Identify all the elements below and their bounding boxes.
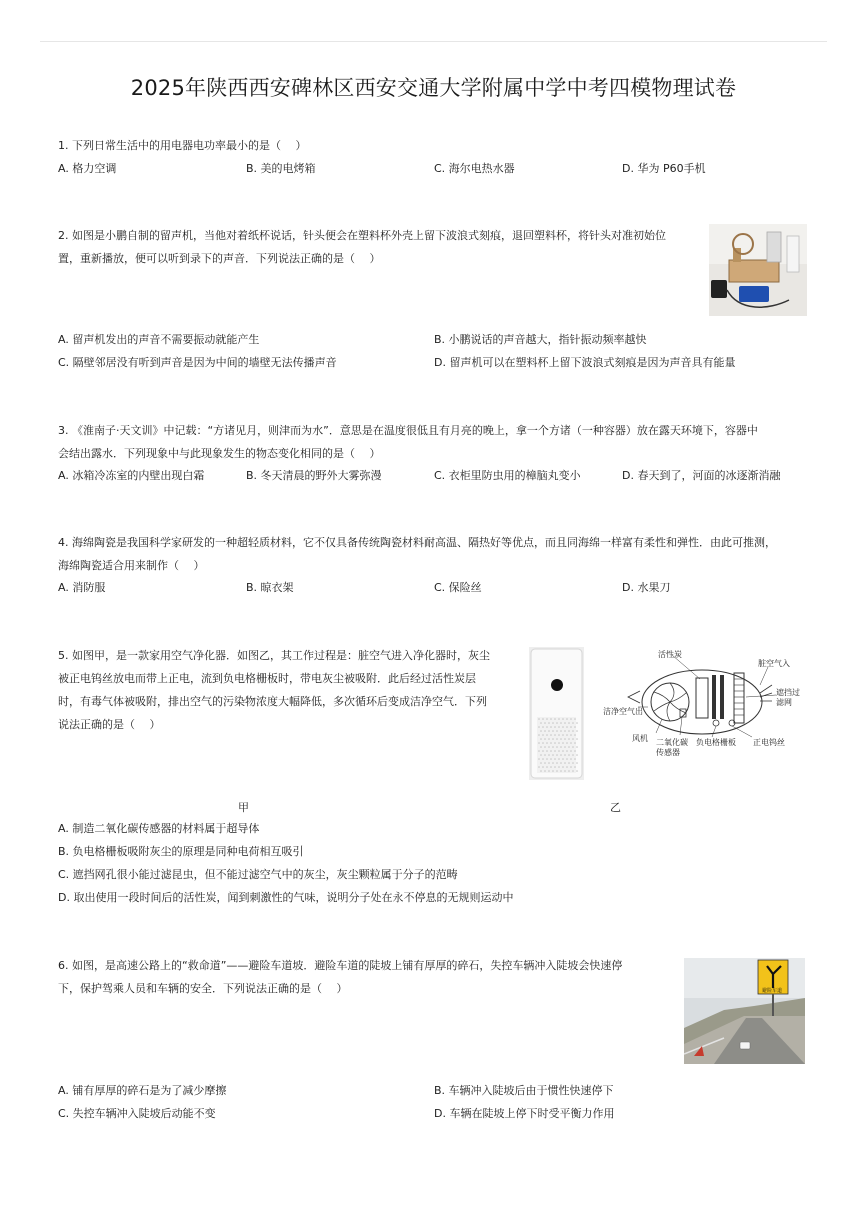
q2-option-d: D. 留声机可以在塑料杯上留下波浪式刻痕是因为声音具有能量 [434, 356, 736, 369]
question-6-stem-line-2: 下，保护驾乘人员和车辆的安全．下列说法正确的是（ ） [58, 982, 348, 995]
grille-dot [564, 730, 566, 732]
q4-option-b: B. 晾衣架 [246, 581, 294, 594]
grille-dot [554, 742, 556, 744]
purifier-diagram [600, 645, 810, 760]
grille-dot [570, 750, 572, 752]
grille-dot [548, 770, 550, 772]
grille-dot [560, 754, 562, 756]
grille-dot [538, 726, 540, 728]
grille-dot [540, 770, 542, 772]
grille-dot [552, 746, 554, 748]
grille-dot [572, 762, 574, 764]
grille-dot [562, 742, 564, 744]
grille-dot [570, 718, 572, 720]
grille-dot [552, 754, 554, 756]
escape-lane-photo [684, 958, 805, 1064]
grille-dot [568, 770, 570, 772]
grille-dot [560, 730, 562, 732]
grille-dot [558, 766, 560, 768]
grille-dot [538, 742, 540, 744]
grille-dot [540, 754, 542, 756]
grille-dot [562, 766, 564, 768]
figure-caption-yi: 乙 [610, 801, 621, 814]
grille-dot [574, 758, 576, 760]
grille-dot [546, 742, 548, 744]
grille-dot [546, 758, 548, 760]
grille-dot [558, 718, 560, 720]
grille-dot [564, 746, 566, 748]
grille-dot [572, 746, 574, 748]
grille-dot [576, 746, 578, 748]
grille-dot [556, 770, 558, 772]
grille-dot [564, 770, 566, 772]
grille-dot [554, 758, 556, 760]
grille-dot [570, 766, 572, 768]
grille-dot [562, 758, 564, 760]
grille-dot [562, 734, 564, 736]
question-1-stem: 1. 下列日常生活中的用电器电功率最小的是（ ） [58, 139, 307, 152]
grille-dot [556, 730, 558, 732]
grille-dot [572, 730, 574, 732]
grille-dot [550, 718, 552, 720]
grille-dot [556, 746, 558, 748]
grille-dot [542, 766, 544, 768]
grille-dot [558, 734, 560, 736]
q5-option-a: A. 制造二氧化碳传感器的材料属于超导体 [58, 822, 260, 835]
q3-option-b: B. 冬天清晨的野外大雾弥漫 [246, 469, 382, 482]
grille-dot [546, 734, 548, 736]
grille-dot [554, 718, 556, 720]
grille-dot [564, 754, 566, 756]
q5-option-d: D. 取出使用一段时间后的活性炭，闻到刺激性的气味，说明分子处在永不停息的无规则运动中 [58, 891, 514, 904]
grille-dot [568, 730, 570, 732]
page-title: 2025年陕西西安碑林区西安交通大学附属中学中考四模物理试卷 [130, 76, 737, 100]
grille-dot [568, 754, 570, 756]
grille-dot [576, 730, 578, 732]
grille-dot [542, 726, 544, 728]
q3-option-d: D. 春天到了，河面的冰逐渐消融 [622, 469, 781, 482]
grille-dot [552, 730, 554, 732]
grille-dot [550, 734, 552, 736]
gramophone-photo [709, 224, 807, 316]
sign-escape-lane-text: 避险车道 [762, 988, 783, 994]
q5-option-b: B. 负电格栅板吸附灰尘的原理是同种电荷相互吸引 [58, 845, 304, 858]
label-negative-grid: 负电格栅板 [696, 738, 736, 747]
q6-option-d: D. 车辆在陡坡上停下时受平衡力作用 [434, 1107, 615, 1120]
grille-dot [544, 762, 546, 764]
question-5-stem-line-3: 时，有毒气体被吸附，排出空气的污染物浓度大幅降低，多次循环后变成洁净空气．下列 [58, 695, 487, 708]
grille-dot [552, 770, 554, 772]
grille-dot [546, 766, 548, 768]
label-positive-tungsten: 正电钨丝 [753, 738, 785, 747]
question-3-stem-line-2: 会结出露水．下列现象中与此现象发生的物态变化相同的是（ ） [58, 447, 381, 460]
grille-dot [570, 758, 572, 760]
grille-dot [568, 738, 570, 740]
grille-dot [562, 726, 564, 728]
q3-option-a: A. 冰箱冷冻室的内壁出现白霜 [58, 469, 205, 482]
label-co2-sensor-2: 传感器 [656, 748, 680, 757]
grille-dot [540, 722, 542, 724]
grille-dot [574, 766, 576, 768]
grille-dot [542, 718, 544, 720]
grille-dot [570, 734, 572, 736]
grille-dot [542, 758, 544, 760]
grille-dot [562, 750, 564, 752]
top-divider [40, 41, 827, 42]
grille-dot [558, 726, 560, 728]
q5-option-c: C. 遮挡网孔很小能过滤昆虫，但不能过滤空气中的灰尘，灰尘颗粒属于分子的范畴 [58, 868, 458, 881]
grille-dot [550, 766, 552, 768]
grille-dot [542, 734, 544, 736]
grille-dot [552, 738, 554, 740]
grille-dot [574, 734, 576, 736]
grille-dot [558, 750, 560, 752]
grille-dot [546, 750, 548, 752]
grille-dot [544, 738, 546, 740]
grille-dot [546, 718, 548, 720]
question-4-stem-line-1: 4. 海绵陶瓷是我国科学家研发的一种超轻质材料，它不仅具备传统陶瓷材料耐高温、隔热好等优点，而且同海绵一样富有柔性和弹性．由此可推测， [58, 536, 776, 549]
grille-dot [564, 722, 566, 724]
grille-dot [560, 722, 562, 724]
grille-dot [554, 734, 556, 736]
grille-dot [570, 742, 572, 744]
grille-dot [566, 726, 568, 728]
grille-dot [548, 746, 550, 748]
question-3-stem-line-1: 3. 《淮南子·天文训》中记载：“方诸见月，则津而为水”．意思是在温度很低且有月亮的晚上，拿一个方诸（一种容器）放在露天环境下，容器中 [58, 424, 758, 437]
grille-dot [544, 770, 546, 772]
q2-option-c: C. 隔壁邻居没有听到声音是因为中间的墙壁无法传播声音 [58, 356, 337, 369]
grille-dot [540, 738, 542, 740]
grille-dot [572, 722, 574, 724]
q6-option-a: A. 铺有厚厚的碎石是为了减少摩擦 [58, 1084, 227, 1097]
grille-dot [572, 770, 574, 772]
grille-dot [548, 730, 550, 732]
figure-caption-jia: 甲 [238, 801, 249, 814]
question-6-stem-line-1: 6. 如图，是高速公路上的“救命道”——避险车道坡．避险车道的陡坡上铺有厚厚的碎石，失控车辆冲入陡坡会快速停 [58, 959, 623, 972]
grille-dot [554, 726, 556, 728]
q2-option-a: A. 留声机发出的声音不需要振动就能产生 [58, 333, 260, 346]
grille-dot [554, 766, 556, 768]
grille-dot [564, 738, 566, 740]
grille-dot [556, 738, 558, 740]
grille-dot [574, 726, 576, 728]
q1-option-a: A. 格力空调 [58, 162, 117, 175]
grille-dot [550, 750, 552, 752]
q4-option-c: C. 保险丝 [434, 581, 482, 594]
q1-option-c: C. 海尔电热水器 [434, 162, 515, 175]
grille-dot [576, 754, 578, 756]
grille-dot [562, 718, 564, 720]
q1-option-b: B. 美的电烤箱 [246, 162, 316, 175]
label-co2-sensor-1: 二氧化碳 [656, 738, 688, 747]
grille-dot [548, 762, 550, 764]
grille-dot [558, 758, 560, 760]
grille-dot [548, 738, 550, 740]
grille-dot [544, 722, 546, 724]
grille-dot [566, 758, 568, 760]
grille-dot [560, 738, 562, 740]
grille-dot [570, 726, 572, 728]
question-5-stem-line-1: 5. 如图甲，是一款家用空气净化器．如图乙，其工作过程是：脏空气进入净化器时，灰尘 [58, 649, 490, 662]
grille-dot [572, 754, 574, 756]
grille-dot [560, 770, 562, 772]
label-dirty-air-in: 脏空气入 [758, 659, 790, 668]
grille-dot [542, 750, 544, 752]
q6-option-c: C. 失控车辆冲入陡坡后动能不变 [58, 1107, 216, 1120]
q2-option-b: B. 小鹏说话的声音越大，指针振动频率越快 [434, 333, 647, 346]
grille-dot [540, 762, 542, 764]
grille-dot [548, 754, 550, 756]
grille-dot [568, 746, 570, 748]
grille-dot [566, 718, 568, 720]
grille-dot [540, 730, 542, 732]
grille-dot [544, 730, 546, 732]
grille-dot [576, 722, 578, 724]
grille-dot [556, 722, 558, 724]
grille-dot [576, 770, 578, 772]
label-block-filter-2: 滤网 [776, 698, 792, 707]
grille-dot [538, 718, 540, 720]
grille-dot [556, 754, 558, 756]
question-2-stem-line-2: 置，重新播放，便可以听到录下的声音．下列说法正确的是（ ） [58, 252, 381, 265]
grille-dot [542, 742, 544, 744]
grille-dot [552, 762, 554, 764]
grille-dot [550, 758, 552, 760]
q3-option-c: C. 衣柜里防虫用的樟脑丸变小 [434, 469, 581, 482]
grille-dot [552, 722, 554, 724]
grille-dot [564, 762, 566, 764]
grille-dot [568, 762, 570, 764]
grille-dot [540, 746, 542, 748]
grille-dot [546, 726, 548, 728]
grille-dot [538, 750, 540, 752]
grille-dot [568, 722, 570, 724]
question-5-stem-line-4: 说法正确的是（ ） [58, 718, 161, 731]
grille-dot [538, 766, 540, 768]
grille-dot [566, 766, 568, 768]
q4-option-a: A. 消防服 [58, 581, 106, 594]
q1-option-d: D. 华为 P60手机 [622, 162, 706, 175]
grille-dot [574, 750, 576, 752]
grille-dot [550, 742, 552, 744]
grille-dot [566, 742, 568, 744]
label-clean-air-out: 洁净空气出 [603, 707, 643, 716]
question-4-stem-line-2: 海绵陶瓷适合用来制作（ ） [58, 559, 205, 572]
grille-dot [548, 722, 550, 724]
grille-dot [566, 734, 568, 736]
label-fan: 风机 [632, 734, 648, 743]
grille-dot [560, 762, 562, 764]
grille-dot [550, 726, 552, 728]
grille-dot [572, 738, 574, 740]
grille-dot [538, 758, 540, 760]
label-block-filter-1: 遮挡过 [776, 688, 800, 697]
grille-dot [556, 762, 558, 764]
grille-dot [538, 734, 540, 736]
grille-dot [544, 746, 546, 748]
q6-option-b: B. 车辆冲入陡坡后由于惯性快速停下 [434, 1084, 614, 1097]
grille-dot [574, 742, 576, 744]
grille-dot [574, 718, 576, 720]
question-2-stem-line-1: 2. 如图是小鹏自制的留声机，当他对着纸杯说话，针头便会在塑料杯外壳上留下波浪式刻痕，退回塑料杯，将针头对准初始位 [58, 229, 666, 242]
grille-dot [544, 754, 546, 756]
q4-option-d: D. 水果刀 [622, 581, 671, 594]
grille-dot [576, 738, 578, 740]
grille-dot [560, 746, 562, 748]
air-purifier-photo [529, 647, 584, 780]
grille-dot [566, 750, 568, 752]
grille-dot [554, 750, 556, 752]
label-activated-carbon: 活性炭 [658, 650, 682, 659]
grille-dot [576, 762, 578, 764]
grille-dot [558, 742, 560, 744]
question-5-stem-line-2: 被正电钨丝放电而带上正电，流到负电格栅板时，带电灰尘被吸附．此后经过活性炭层 [58, 672, 476, 685]
